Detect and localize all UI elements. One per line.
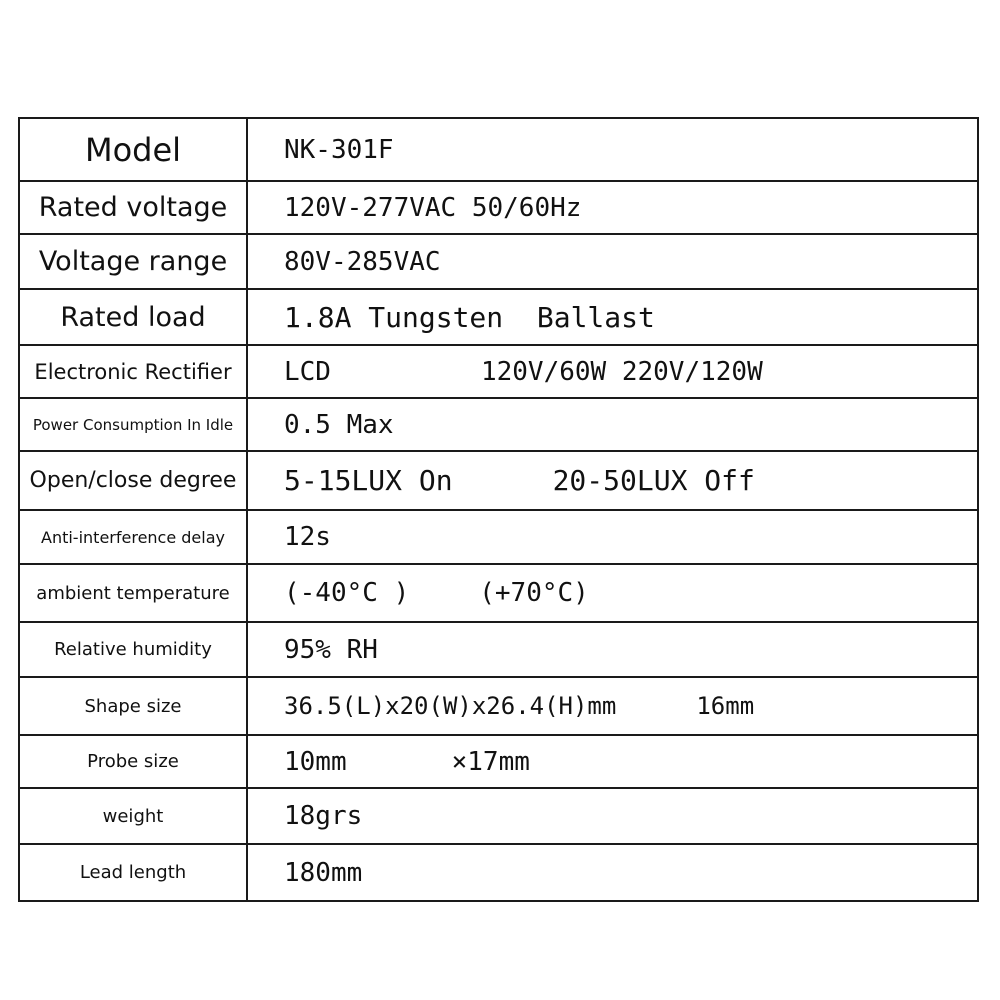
spec-label: Rated voltage (19, 181, 247, 234)
spec-value (247, 564, 978, 622)
spec-label: Voltage range (19, 234, 247, 289)
spec-label: Electronic Rectifier (19, 345, 247, 398)
spec-value-text: 80V-285VAC (284, 246, 441, 277)
spec-value-text: ×17mm (451, 746, 530, 777)
spec-label: Rated load (19, 289, 247, 345)
spec-label: Shape size (19, 677, 247, 735)
spec-value (247, 788, 978, 844)
spec-value-text: 120V/60W 220V/120W (480, 356, 763, 387)
spec-value (247, 234, 978, 289)
spec-value-text: 12s (284, 522, 331, 552)
spec-value-text: 180mm (284, 857, 363, 888)
spec-value-text: 10mm (284, 746, 347, 777)
spec-label: weight (19, 788, 247, 844)
spec-value (247, 451, 978, 510)
spec-row-lead-length (19, 844, 978, 901)
spec-label: Lead length (19, 844, 247, 901)
spec-value-text: 20-50LUX Off (552, 464, 755, 497)
spec-row-rated-load (19, 289, 978, 345)
spec-label: Probe size (19, 735, 247, 788)
spec-value-text: 95% RH (284, 634, 378, 665)
spec-value (247, 345, 978, 398)
spec-value-text: 120V-277VAC 50/60Hz (284, 192, 582, 223)
spec-row-ambient-temperature (19, 564, 978, 622)
spec-label: ambient temperature (19, 564, 247, 622)
spec-value (247, 289, 978, 345)
spec-value-text: (-40°C ) (284, 578, 410, 608)
spec-label: Anti-interference delay (19, 510, 247, 564)
spec-label: Relative humidity (19, 622, 247, 677)
spec-row-anti-interference-delay (19, 510, 978, 564)
spec-value (247, 181, 978, 234)
spec-label: Power Consumption In Idle (19, 398, 247, 451)
spec-value (247, 118, 978, 181)
spec-value-text: (+70°C) (479, 578, 589, 608)
spec-table (18, 117, 979, 902)
spec-row-shape-size (19, 677, 978, 735)
spec-row-model (19, 118, 978, 181)
spec-value (247, 622, 978, 677)
spec-value-text: 1.8A Tungsten Ballast (284, 300, 655, 334)
spec-row-electronic-rectifier (19, 345, 978, 398)
spec-value-text: 18grs (284, 801, 363, 831)
spec-value-text: 36.5(L)x20(W)x26.4(H)mm (284, 692, 617, 720)
spec-label: Open/close degree (19, 451, 247, 510)
spec-row-power-consumption (19, 398, 978, 451)
spec-value-text: NK-301F (284, 134, 394, 165)
spec-label: Model (19, 118, 247, 181)
spec-value (247, 735, 978, 788)
spec-row-relative-humidity (19, 622, 978, 677)
spec-row-voltage-range (19, 234, 978, 289)
spec-value (247, 677, 978, 735)
spec-value (247, 844, 978, 901)
spec-value-text: 5-15LUX On (284, 464, 453, 497)
spec-row-weight (19, 788, 978, 844)
spec-value-text: 16mm (696, 692, 755, 720)
spec-row-rated-voltage (19, 181, 978, 234)
spec-value (247, 510, 978, 564)
spec-value-text: LCD (284, 356, 331, 387)
spec-value (247, 398, 978, 451)
spec-row-probe-size (19, 735, 978, 788)
spec-value-text: 0.5 Max (284, 409, 394, 440)
spec-row-open-close-degree (19, 451, 978, 510)
